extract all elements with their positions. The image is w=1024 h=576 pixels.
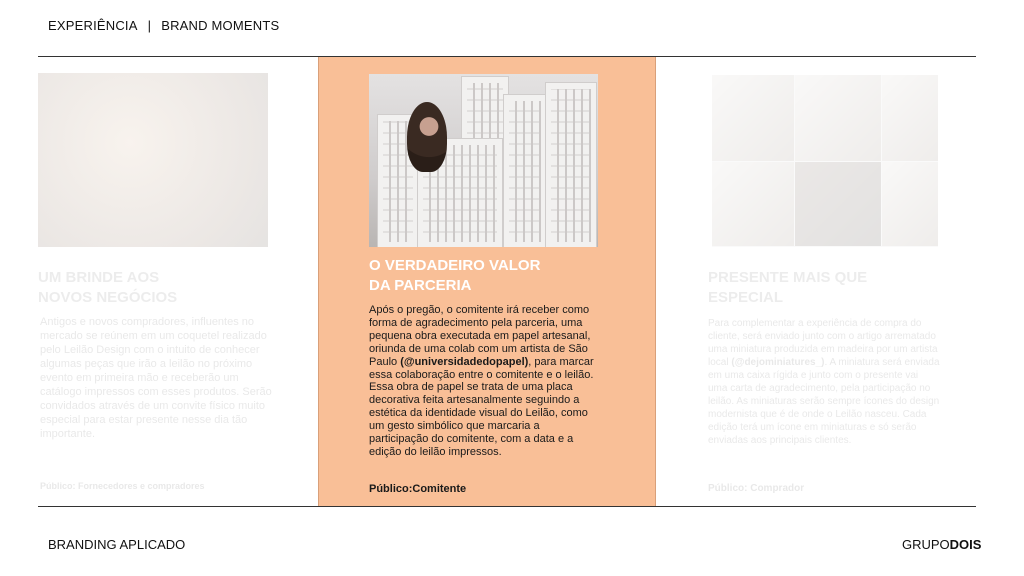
card-center-audience: Público:Comitente bbox=[369, 483, 467, 495]
collage-tile bbox=[712, 162, 794, 246]
toast-photo bbox=[38, 73, 268, 247]
paper-city-photo bbox=[369, 74, 598, 247]
collage-tile bbox=[712, 75, 794, 161]
header-separator: | bbox=[147, 18, 152, 33]
footer-label: BRANDING APLICADO bbox=[48, 537, 186, 552]
card-right-body: Para complementar a experiência de compra do cliente, será enviado junto com o artigo arrematado uma miniatura produzida em madeira por um artista local (@dejominiatures_). A miniatura será enviada em uma caixa rígida e junto com o presente vai uma carta de agradecimento, pela participação no leilão. As miniaturas serão sempre ícones do design modernista que é de onde o Leilão nasceu. Cada edição terá um ícone em miniaturas e só serão enviadas aos principais clientes. bbox=[708, 318, 940, 446]
collage-tile bbox=[795, 162, 881, 246]
artist-figure bbox=[407, 102, 447, 172]
miniature-collage bbox=[712, 75, 938, 247]
card-center-title: O VERDADEIRO VALOR DA PARCERIA bbox=[369, 257, 541, 294]
bottom-divider bbox=[38, 506, 976, 507]
artist-handle: (@universidadedopapel) bbox=[400, 355, 529, 368]
card-left-audience: Público: Fornecedores e compradores bbox=[40, 481, 205, 491]
card-right-audience: Público: Comprador bbox=[708, 483, 805, 494]
page-header bbox=[48, 18, 279, 33]
brand-logo: GRUPODOIS bbox=[902, 537, 982, 552]
card-center bbox=[318, 57, 656, 506]
card-right-title: PRESENTE MAIS QUE ESPECIAL bbox=[708, 269, 868, 306]
card-center-body: Após o pregão, o comitente irá receber como forma de agradecimento pela parceria, uma pequena obra executada em papel artesanal, oriunda de uma colab com um artista de São Paulo (@universidadedopapel), para marcar essa colaboração entre o comitente e o leilão. Essa obra de papel se trata de uma placa decorativa feita artesanalmente seguindo a estética da identidade visual do Leilão, como um gesto simbólico que marcaria a participação do comitente, com a data e a edição do leilão impressos. bbox=[369, 304, 594, 458]
collage-tile bbox=[882, 162, 938, 246]
paper-building bbox=[545, 82, 597, 247]
card-left-body: Antigos e novos compradores, influentes no mercado se reúnem em um coquetel realizado pelo Leilão Design com o intuito de conhecer algumas peças que irão a leilão no próximo evento em primeira mão e receberão um catálogo impressos com esses produtos. Serão convidados através de um convite físico muito especial para estar presente nesse dia tão importante. bbox=[40, 316, 272, 440]
collage-tile bbox=[795, 75, 881, 161]
collage-tile bbox=[882, 75, 938, 161]
paper-building bbox=[503, 94, 547, 247]
header-subsection: BRAND MOMENTS bbox=[161, 18, 280, 33]
card-left-title: UM BRINDE AOS NOVOS NEGÓCIOS bbox=[38, 269, 178, 306]
header-section: EXPERIÊNCIA bbox=[48, 18, 138, 33]
